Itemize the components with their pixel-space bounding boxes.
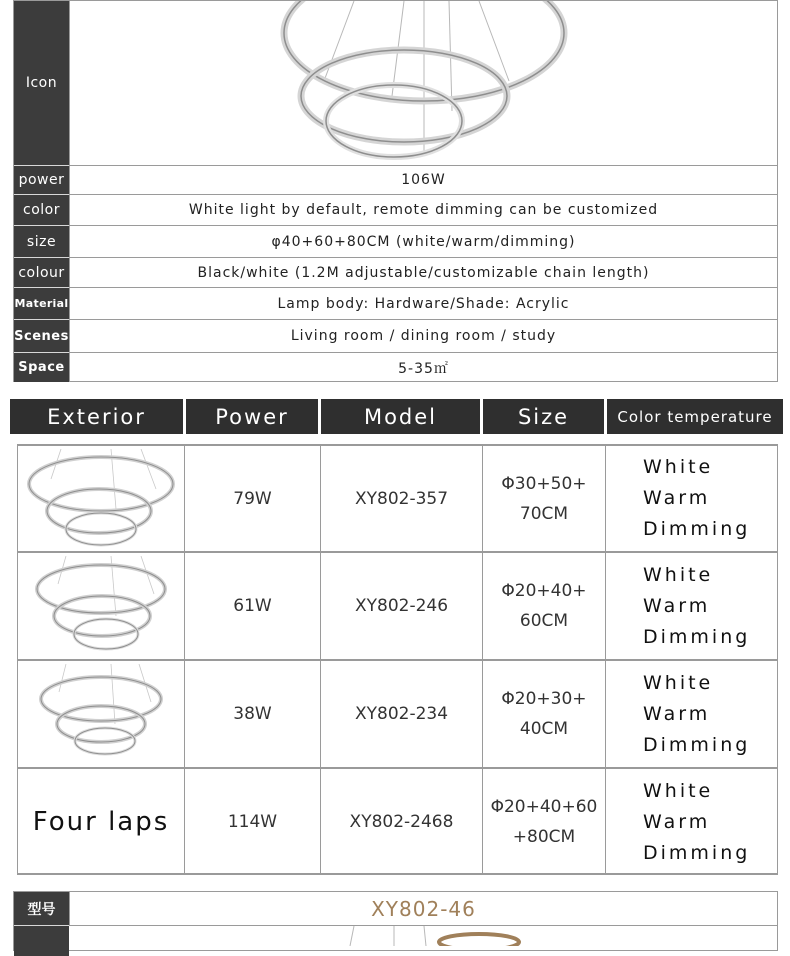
exterior-image — [17, 446, 184, 551]
spec-value-colour: Black/white (1.2M adjustable/customizable chain length) — [69, 258, 777, 288]
header-size: Size — [483, 399, 604, 434]
exterior-image — [17, 553, 184, 659]
bottom-label-next — [14, 926, 69, 956]
color-option: White — [643, 456, 714, 478]
spec-label-color: color — [14, 195, 69, 226]
size-cell: Φ20+40+ 60CM — [482, 553, 605, 659]
bottom-spec-table — [13, 891, 778, 951]
chandelier-image — [21, 449, 181, 549]
size-cell: Φ20+30+ 40CM — [482, 661, 605, 767]
header-exterior: Exterior — [10, 399, 183, 434]
spec-value-scenes: Living room / dining room / study — [69, 320, 777, 353]
header-color-temperature: Color temperature — [607, 399, 783, 434]
spec-value-color: White light by default, remote dimming can be customized — [69, 195, 777, 226]
color-option: White — [643, 563, 714, 586]
color-option: Warm — [643, 810, 711, 833]
spec-icon-cell — [69, 1, 777, 166]
model-cell: XY802-2468 — [320, 769, 482, 875]
color-option: Dimming — [643, 841, 751, 864]
four-laps-label: Four laps — [32, 807, 170, 837]
table-bottom-border — [17, 873, 778, 875]
color-option: Dimming — [643, 625, 751, 648]
spec-label-material: Material — [14, 288, 69, 320]
power-cell: 38W — [184, 661, 320, 767]
color-option: Warm — [643, 594, 711, 617]
color-temperature-cell — [605, 446, 778, 551]
color-option: Warm — [643, 487, 711, 509]
spec-label-colour: colour — [14, 258, 69, 288]
spec-value-space: 5-35㎡ — [69, 353, 777, 382]
color-option: Dimming — [643, 518, 751, 540]
spec-value-size: φ40+60+80CM (white/warm/dimming) — [69, 226, 777, 258]
model-cell: XY802-234 — [320, 661, 482, 767]
power-cell: 114W — [184, 769, 320, 875]
size-cell: Φ20+40+60 +80CM — [482, 769, 605, 875]
model-cell: XY802-357 — [320, 446, 482, 551]
chandelier-image — [31, 664, 171, 764]
power-cell: 79W — [184, 446, 320, 551]
table-row — [17, 551, 778, 659]
spec-label-power: power — [14, 166, 69, 195]
chandelier-rings-icon — [274, 1, 574, 166]
bottom-label: 型号 — [14, 892, 69, 926]
header-power: Power — [186, 399, 318, 434]
spec-table — [13, 0, 778, 382]
header-model: Model — [321, 399, 480, 434]
exterior-text-cell — [17, 769, 184, 875]
spec-label-icon: Icon — [14, 1, 69, 166]
table-row — [17, 767, 778, 875]
color-option: White — [643, 779, 714, 802]
model-cell: XY802-246 — [320, 553, 482, 659]
color-option: Dimming — [643, 733, 751, 756]
spec-value-material: Lamp body: Hardware/Shade: Acrylic — [69, 288, 777, 320]
spec-label-size: size — [14, 226, 69, 258]
table-row — [17, 659, 778, 767]
color-temperature-cell — [605, 769, 778, 875]
chandelier-preview-icon — [314, 926, 534, 946]
table-row — [17, 444, 778, 551]
power-cell: 61W — [184, 553, 320, 659]
color-temperature-cell — [605, 661, 778, 767]
exterior-image — [17, 661, 184, 767]
color-option: White — [643, 671, 714, 694]
spec-label-scenes: Scenes — [14, 320, 69, 353]
color-option: Warm — [643, 702, 711, 725]
size-cell: Φ30+50+ 70CM — [482, 446, 605, 551]
chandelier-image — [26, 556, 176, 656]
spec-value-power: 106W — [69, 166, 777, 195]
spec-label-space: Space — [14, 353, 69, 382]
color-temperature-cell — [605, 553, 778, 659]
bottom-model-value: XY802-46 — [69, 892, 777, 926]
